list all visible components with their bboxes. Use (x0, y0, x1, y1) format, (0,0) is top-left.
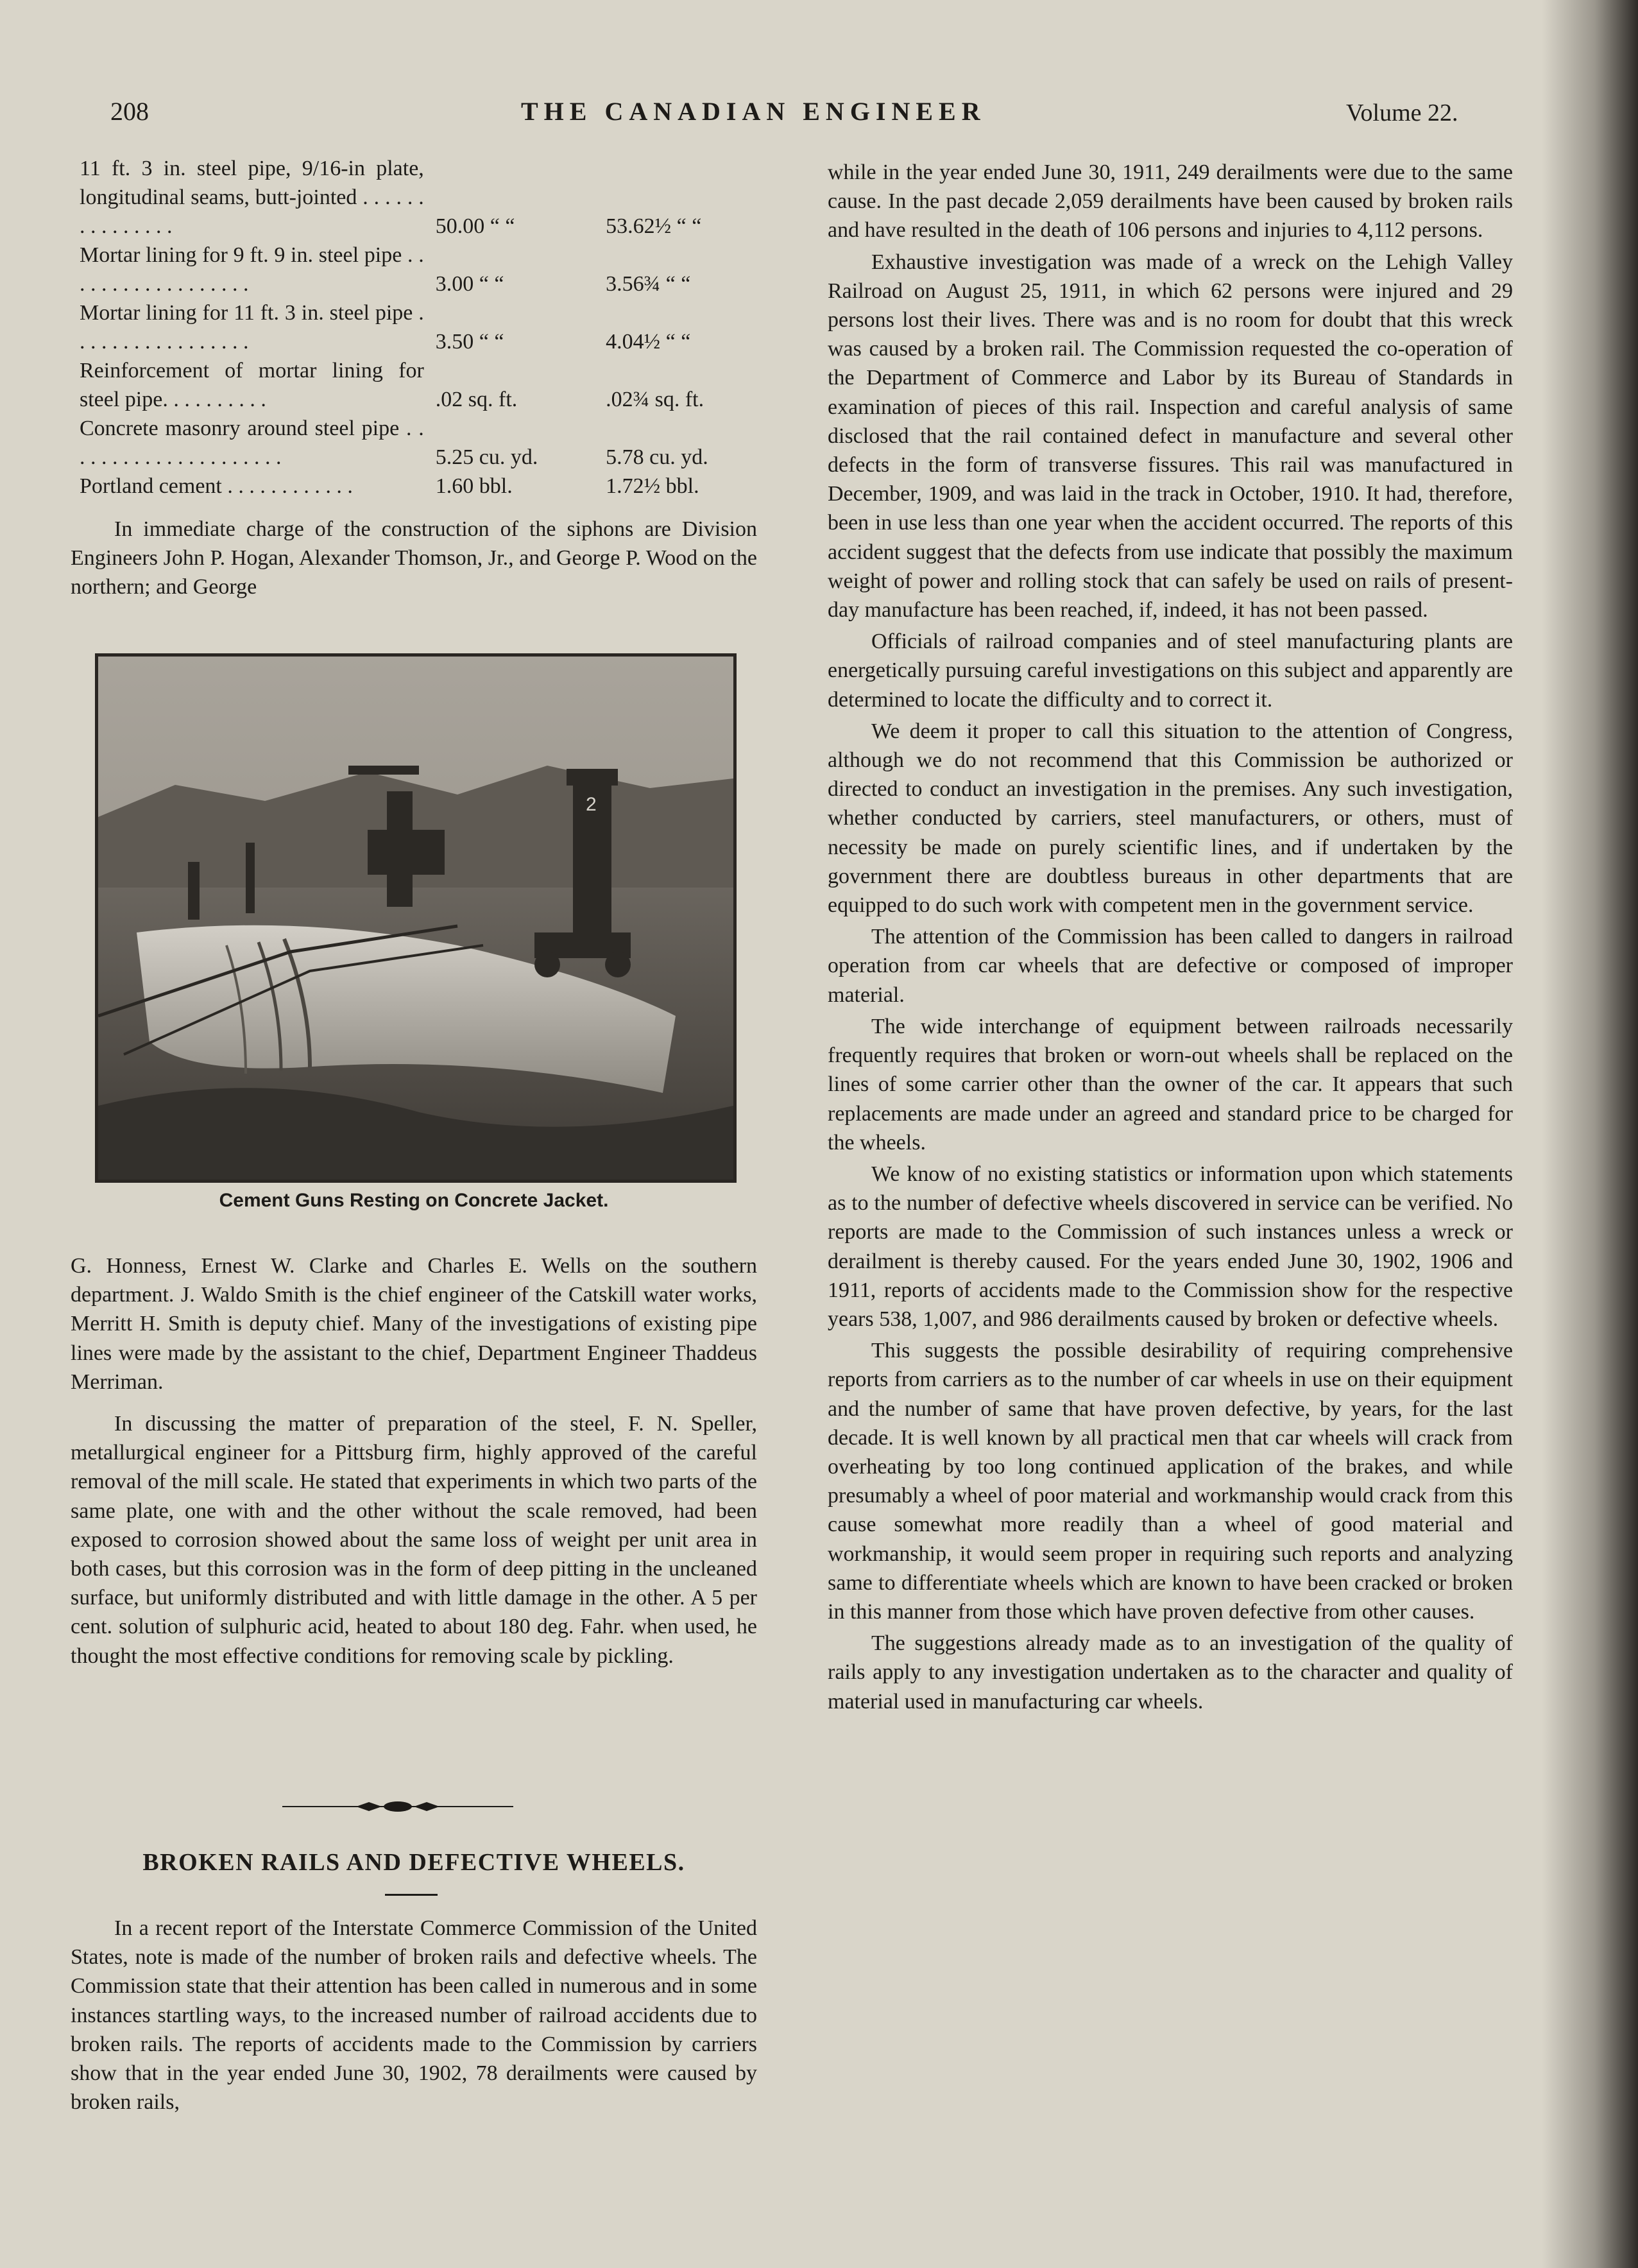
table-row (80, 472, 757, 501)
table-cell-value: 5.25 cu. yd. (435, 445, 538, 469)
table-cell-value: 3.50 “ “ (435, 330, 504, 354)
paragraph: We deem it proper to call this situation to the attention of Congress, although we do not recommend that this Commission be authorized or directed to conduct an investigation in the premises. Any such investigation, whether conducted by carriers, steel manufacturers, or others, must of necessity be made on purely scientific lines, and if undertaken by the government there are doubtless bureaus in other departments that are equipped to do such work with competent men in the government service. (828, 719, 1513, 918)
paragraph: G. Honness, Ernest W. Clarke and Charles E. Wells on the southern department. J. Waldo Smith is the chief engineer of the Catskill water works, Merritt H. Smith is deputy chief. Many of the investigations of existing pipe lines were made by the assistant to the chief, Department Engineer Thaddeus Merriman. (71, 1254, 757, 1394)
section-divider-ornament (282, 1797, 513, 1816)
section-heading: BROKEN RAILS AND DEFECTIVE WHEELS. (142, 1849, 685, 1876)
table-cell-value: 3.00 “ “ (435, 272, 504, 296)
publication-title: THE CANADIAN ENGINEER (521, 97, 986, 126)
table-cell-value: 50.00 “ “ (435, 214, 515, 238)
paragraph: This suggests the possible desirability of requiring comprehensive reports from carriers as to the number of car wheels in use on their equipment and the number of same that have proven defective, by years, for the last decade. It is well known by all practical men that car wheels will crack from overheating by too long continued application of the brakes, and while presumably a wheel of poor material and workmanship would crack from this cause somewhat more readily than a wheel of good material and workmanship, it would seem proper in requiring such reports and analyzing same to differentiate wheels which are known to have been cracked or broken in this manner from those which have proven defective from other causes. (828, 1339, 1513, 1624)
left-column-middle (71, 1251, 757, 1671)
paragraph: In discussing the matter of preparation of the steel, F. N. Speller, metallurgical engineer for a Pittsburg firm, highly approved of the careful removal of the mill scale. He stated that experiments in which two parts of the same plate, one with and the other without the scale removed, had been exposed to corrosion showed about the same loss of weight per unit area in both cases, but this corrosion was in the form of deep pitting in the uncleaned surface, but uniformly distributed and with little damage in the other. A 5 per cent. solution of sulphuric acid, heated to about 180 deg. Fahr. when used, he thought the most effective conditions for removing scale by pickling. (71, 1412, 757, 1668)
paragraph: Officials of railroad companies and of steel manufacturing plants are energetically pursuing careful investigations on this subject and apparently are determined to locate the difficulty and to correct it. (828, 630, 1513, 712)
paragraph: In a recent report of the Interstate Commerce Commission of the United States, note is made of the number of broken rails and defective wheels. The Commission state that their attention has been called in numerous and in some instances startling ways, to the increased number of railroad accidents due to broken rails. The reports of accidents made to the Commission by carriers show that in the year ended June 30, 1902, 78 derailments were caused by broken rails, (71, 1916, 757, 2115)
page-header (0, 96, 1638, 135)
table-cell-value: 4.04½ “ “ (606, 330, 691, 354)
heading-rule (385, 1894, 438, 1896)
volume-label: Volume 22. (1346, 99, 1458, 126)
paragraph: The attention of the Commission has been called to dangers in railroad operation from car wheels that are defective or composed of improper material. (828, 925, 1513, 1007)
table-cell-item: Mortar lining for 11 ft. 3 in. steel pipe . . . . . . . . . . . . . . . . . (80, 301, 424, 354)
paragraph: The wide interchange of equipment between railroads necessarily frequently requires that broken or worn-out wheels shall be replaced on the lines of some carrier other than the owner of the car. It appears that such replacements are made under an agreed and standard price to be charged for the wheels. (828, 1014, 1513, 1155)
table-row (80, 241, 757, 298)
table-cell-value: .02¾ sq. ft. (606, 388, 704, 411)
paragraph: while in the year ended June 30, 1911, 249 derailments were due to the same cause. In the past decade 2,059 derailments have been caused by broken rails and have resulted in the death of 106 persons and injuries to 4,112 persons. (828, 160, 1513, 243)
table-row (80, 356, 757, 414)
paragraph: In immediate charge of the construction of the siphons are Division Engineers John P. Hogan, Alexander Thomson, Jr., and George P. Wood on the northern; and George (71, 517, 757, 599)
left-column-top (71, 154, 757, 602)
table-cell-value: 1.60 bbl. (435, 474, 513, 498)
table-row (80, 298, 757, 356)
table-cell-item: Mortar lining for 9 ft. 9 in. steel pipe . . . . . . . . . . . . . . . . . . (80, 243, 424, 296)
table-cell-value: 1.72½ bbl. (606, 474, 699, 498)
table-cell-value: 5.78 cu. yd. (606, 445, 708, 469)
page-gutter-shadow (1542, 0, 1638, 2268)
table-cell-item: Portland cement . . . . . . . . . . . . (80, 474, 353, 498)
figure-caption: Cement Guns Resting on Concrete Jacket. (219, 1190, 609, 1211)
photograph-cement-guns (95, 653, 737, 1183)
paragraph: The suggestions already made as to an investigation of the quality of rails apply to any investigation undertaken as to the character and quality of material used in manufacturing car wheels. (828, 1631, 1513, 1714)
photo-illustration (98, 657, 733, 1180)
right-column (828, 158, 1513, 1716)
paragraph: Exhaustive investigation was made of a wreck on the Lehigh Valley Railroad on August 25, 1911, in which 62 persons were injured and 29 persons lost their lives. There was and is no room for doubt that this wreck was caused by a broken rail. The Commission requested the co-operation of the Department of Commerce and Labor by its Bureau of Standards in examination of pieces of this rail. Inspection and careful analysis of same disclosed that the rail contained defect in manufacture and several other defects in the form of transverse fissures. This rail was manufactured in December, 1909, and was laid in the track in October, 1910. It had, therefore, been in use less than one year when the accident occurred. The reports of this accident suggest that the defects from use indicate that possibly the maximum weight of power and rolling stock that can safely be used on rails of present-day manufacture has been reached, if, indeed, it has not been passed. (828, 250, 1513, 623)
page-number: 208 (110, 97, 149, 126)
table-cell-value: 3.56¾ “ “ (606, 272, 691, 296)
table-cell-item: Reinforcement of mortar lining for steel pipe. . . . . . . . . . (80, 359, 424, 411)
table-cell-item: 11 ft. 3 in. steel pipe, 9/16-in plate, longitudinal seams, butt-jointed . . . . . . . . . . . . . . . (80, 157, 424, 238)
paragraph: We know of no existing statistics or information upon which statements as to the number of defective wheels discovered in service can be verified. No reports are made to the Commission of such instances unless a wreck or derailment is thereby caused. For the years ended June 30, 1902, 1906 and 1911, reports of accidents made to the Commission show for the respective years 538, 1,007, and 986 derailments caused by broken or defective wheels. (828, 1162, 1513, 1331)
table-row (80, 414, 757, 472)
table-cell-value: 53.62½ “ “ (606, 214, 702, 238)
left-column-bottom (71, 1914, 757, 2117)
table-cell-value: .02 sq. ft. (435, 388, 518, 411)
table-cell-item: Concrete masonry around steel pipe . . . . . . . . . . . . . . . . . . . . . (80, 417, 424, 469)
gun-number-label: 2 (586, 794, 597, 815)
table-row (80, 154, 757, 241)
quantities-table (80, 154, 757, 501)
